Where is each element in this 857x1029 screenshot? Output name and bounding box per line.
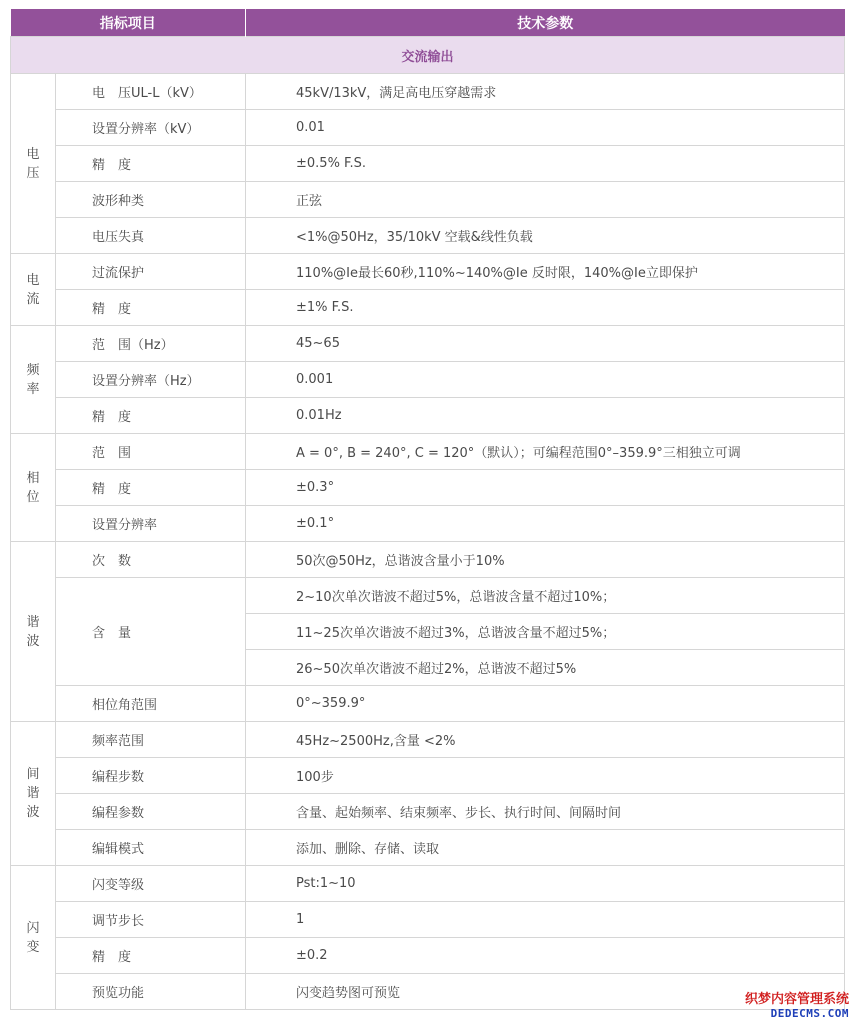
table-row	[11, 686, 845, 722]
item-label: 精 度	[56, 398, 246, 434]
item-label: 范 围（Hz）	[56, 326, 246, 362]
table-row	[11, 110, 845, 146]
section-title: 交流输出	[11, 37, 845, 74]
param-value: A = 0°, B = 240°, C = 120°（默认）；可编程范围0°–359.9°三相独立可调	[246, 434, 845, 470]
item-label: 次 数	[56, 542, 246, 578]
table-row	[11, 74, 845, 110]
item-label: 设置分辨率	[56, 506, 246, 542]
param-value: ±0.2	[246, 938, 845, 974]
group-label-text: 谐 波	[26, 614, 40, 649]
table-row	[11, 758, 845, 794]
table-row	[11, 866, 845, 902]
group-label-text: 相 位	[26, 470, 40, 505]
param-value: 50次@50Hz，总谐波含量小于10%	[246, 542, 845, 578]
param-value: 0.01Hz	[246, 398, 845, 434]
param-value: 0.01	[246, 110, 845, 146]
item-label: 过流保护	[56, 254, 246, 290]
item-label: 精 度	[56, 290, 246, 326]
group-label-text: 电 压	[26, 146, 40, 181]
group-label	[11, 254, 56, 326]
item-label: 电压失真	[56, 218, 246, 254]
table-row	[11, 182, 845, 218]
param-value: 26~50次单次谐波不超过2%，总谐波不超过5%	[246, 650, 845, 686]
item-label: 预览功能	[56, 974, 246, 1010]
item-label: 波形种类	[56, 182, 246, 218]
item-label: 调节步长	[56, 902, 246, 938]
group-label	[11, 74, 56, 254]
param-value: 0°~359.9°	[246, 686, 845, 722]
item-label: 相位角范围	[56, 686, 246, 722]
spec-table	[10, 9, 845, 1010]
group-label	[11, 542, 56, 722]
table-row	[11, 326, 845, 362]
param-value: 含量、起始频率、结束频率、步长、执行时间、间隔时间	[246, 794, 845, 830]
param-value: Pst:1~10	[246, 866, 845, 902]
header-row	[11, 9, 845, 37]
table-row	[11, 398, 845, 434]
watermark-line1: 织梦内容管理系统	[744, 992, 849, 1007]
table-row	[11, 470, 845, 506]
param-value: 45~65	[246, 326, 845, 362]
item-label: 闪变等级	[56, 866, 246, 902]
item-label: 精 度	[56, 938, 246, 974]
table-row	[11, 974, 845, 1010]
watermark-line2: DEDECMS.COM	[770, 1007, 849, 1020]
group-label-text: 闪 变	[26, 920, 40, 955]
group-label	[11, 326, 56, 434]
group-label-text: 电 流	[26, 272, 40, 307]
item-label: 电 压UL-L（kV）	[56, 74, 246, 110]
param-value: 0.001	[246, 362, 845, 398]
header-item: 指标项目	[11, 9, 246, 37]
param-value: 1	[246, 902, 845, 938]
table-row	[11, 794, 845, 830]
item-label: 编程参数	[56, 794, 246, 830]
table-row	[11, 542, 845, 578]
table-row	[11, 938, 845, 974]
item-label: 精 度	[56, 470, 246, 506]
item-label: 含 量	[56, 578, 246, 686]
param-value: <1%@50Hz，35/10kV 空载&线性负载	[246, 218, 845, 254]
param-value: 2~10次单次谐波不超过5%，总谐波含量不超过10%；	[246, 578, 845, 614]
header-param: 技术参数	[246, 9, 845, 37]
table-row	[11, 902, 845, 938]
table-row	[11, 254, 845, 290]
table-row	[11, 218, 845, 254]
item-label: 编辑模式	[56, 830, 246, 866]
group-label	[11, 434, 56, 542]
param-value: 闪变趋势图可预览	[246, 974, 845, 1010]
param-value: 110%@Ie最长60秒,110%~140%@Ie 反时限，140%@Ie立即保护	[246, 254, 845, 290]
param-value: 正弦	[246, 182, 845, 218]
param-value: 45Hz~2500Hz,含量 <2%	[246, 722, 845, 758]
item-label: 设置分辨率（Hz）	[56, 362, 246, 398]
table-row	[11, 434, 845, 470]
table-row	[11, 506, 845, 542]
item-label: 精 度	[56, 146, 246, 182]
item-label: 频率范围	[56, 722, 246, 758]
param-value: 11~25次单次谐波不超过3%，总谐波含量不超过5%；	[246, 614, 845, 650]
item-label: 范 围	[56, 434, 246, 470]
table-row	[11, 146, 845, 182]
group-label-text: 频 率	[26, 362, 40, 397]
param-value: ±0.1°	[246, 506, 845, 542]
group-label-text: 间 谐 波	[26, 767, 40, 820]
table-row	[11, 362, 845, 398]
param-value: 100步	[246, 758, 845, 794]
item-label: 设置分辨率（kV）	[56, 110, 246, 146]
param-value: 添加、删除、存储、读取	[246, 830, 845, 866]
param-value: 45kV/13kV，满足高电压穿越需求	[246, 74, 845, 110]
table-row	[11, 830, 845, 866]
table-row	[11, 578, 845, 614]
item-label: 编程步数	[56, 758, 246, 794]
spec-table-body	[11, 9, 845, 1010]
table-row	[11, 722, 845, 758]
group-label	[11, 722, 56, 866]
group-label	[11, 866, 56, 1010]
param-value: ±1% F.S.	[246, 290, 845, 326]
table-row	[11, 290, 845, 326]
section-row	[11, 37, 845, 74]
param-value: ±0.5% F.S.	[246, 146, 845, 182]
watermark	[745, 993, 849, 1021]
param-value: ±0.3°	[246, 470, 845, 506]
